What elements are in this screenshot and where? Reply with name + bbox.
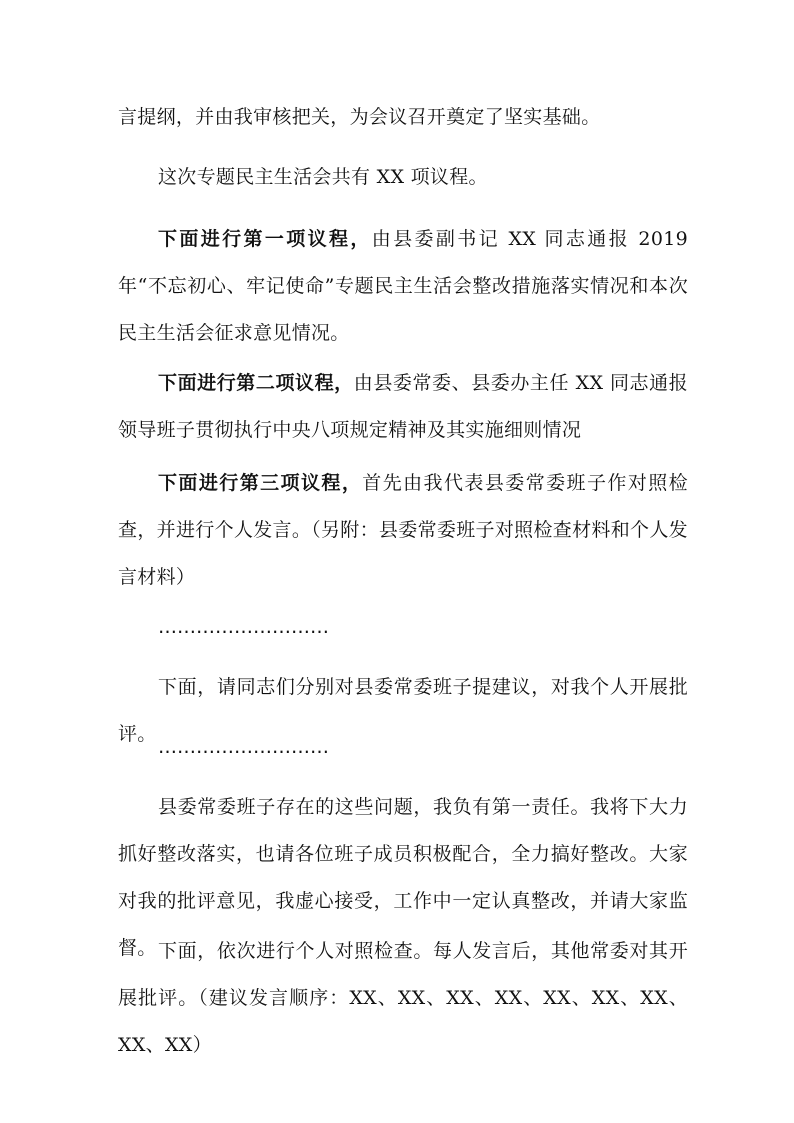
agenda-lead: 下面进行第一项议程， xyxy=(158,228,372,250)
paragraph-agenda-item-2 xyxy=(118,360,688,454)
paragraph-text: 由县委常委、县委办主任 XX 同志通报领导班子贯彻执行中央八项规定精神及其实施细则情况 xyxy=(118,372,688,441)
ellipsis-separator: ……………………… xyxy=(158,736,329,758)
paragraph-text: 县委常委班子存在的这些问题，我负有第一责任。我将下大力抓好整改落实，也请各位班子成员积极配合，全力搞好整改。大家对我的批评意见，我虚心接受，工作中一定认真整改，并请大家监督。 xyxy=(118,796,688,959)
paragraph-text: 言提纲，并由我审核把关，为会议召开奠定了坚实基础。 xyxy=(118,106,601,128)
paragraph-text: 下面，请同志们分别对县委常委班子提建议，对我个人开展批评。 xyxy=(118,676,688,745)
paragraph-agenda-item-1 xyxy=(118,216,688,357)
paragraph-agenda-item-3 xyxy=(118,460,688,601)
agenda-lead: 下面进行第二项议程， xyxy=(158,372,354,394)
paragraph-text: 下面，依次进行个人对照检查。每人发言后，其他常委对其开展批评。（建议发言顺序：XX、XX、XX、XX、XX、XX、XX、XX、XX） xyxy=(118,940,688,1056)
ellipsis-separator: ……………………… xyxy=(158,616,329,638)
agenda-lead: 下面进行第三项议程， xyxy=(158,472,363,494)
paragraph-text: 由县委副书记 XX 同志通报 2019 年“不忘初心、牢记使命”专题民主生活会整改措施落实情况和本次民主生活会征求意见情况。 xyxy=(118,228,688,344)
paragraph-text: 这次专题民主生活会共有 XX 项议程。 xyxy=(158,166,488,188)
paragraph-individual-review xyxy=(118,928,688,1069)
paragraph-text: 首先由我代表县委常委班子作对照检查，并进行个人发言。（另附：县委常委班子对照检查材料和个人发言材料） xyxy=(118,472,688,588)
paragraph-agenda-count xyxy=(118,154,688,201)
paragraph-intro-continuation xyxy=(118,94,688,141)
